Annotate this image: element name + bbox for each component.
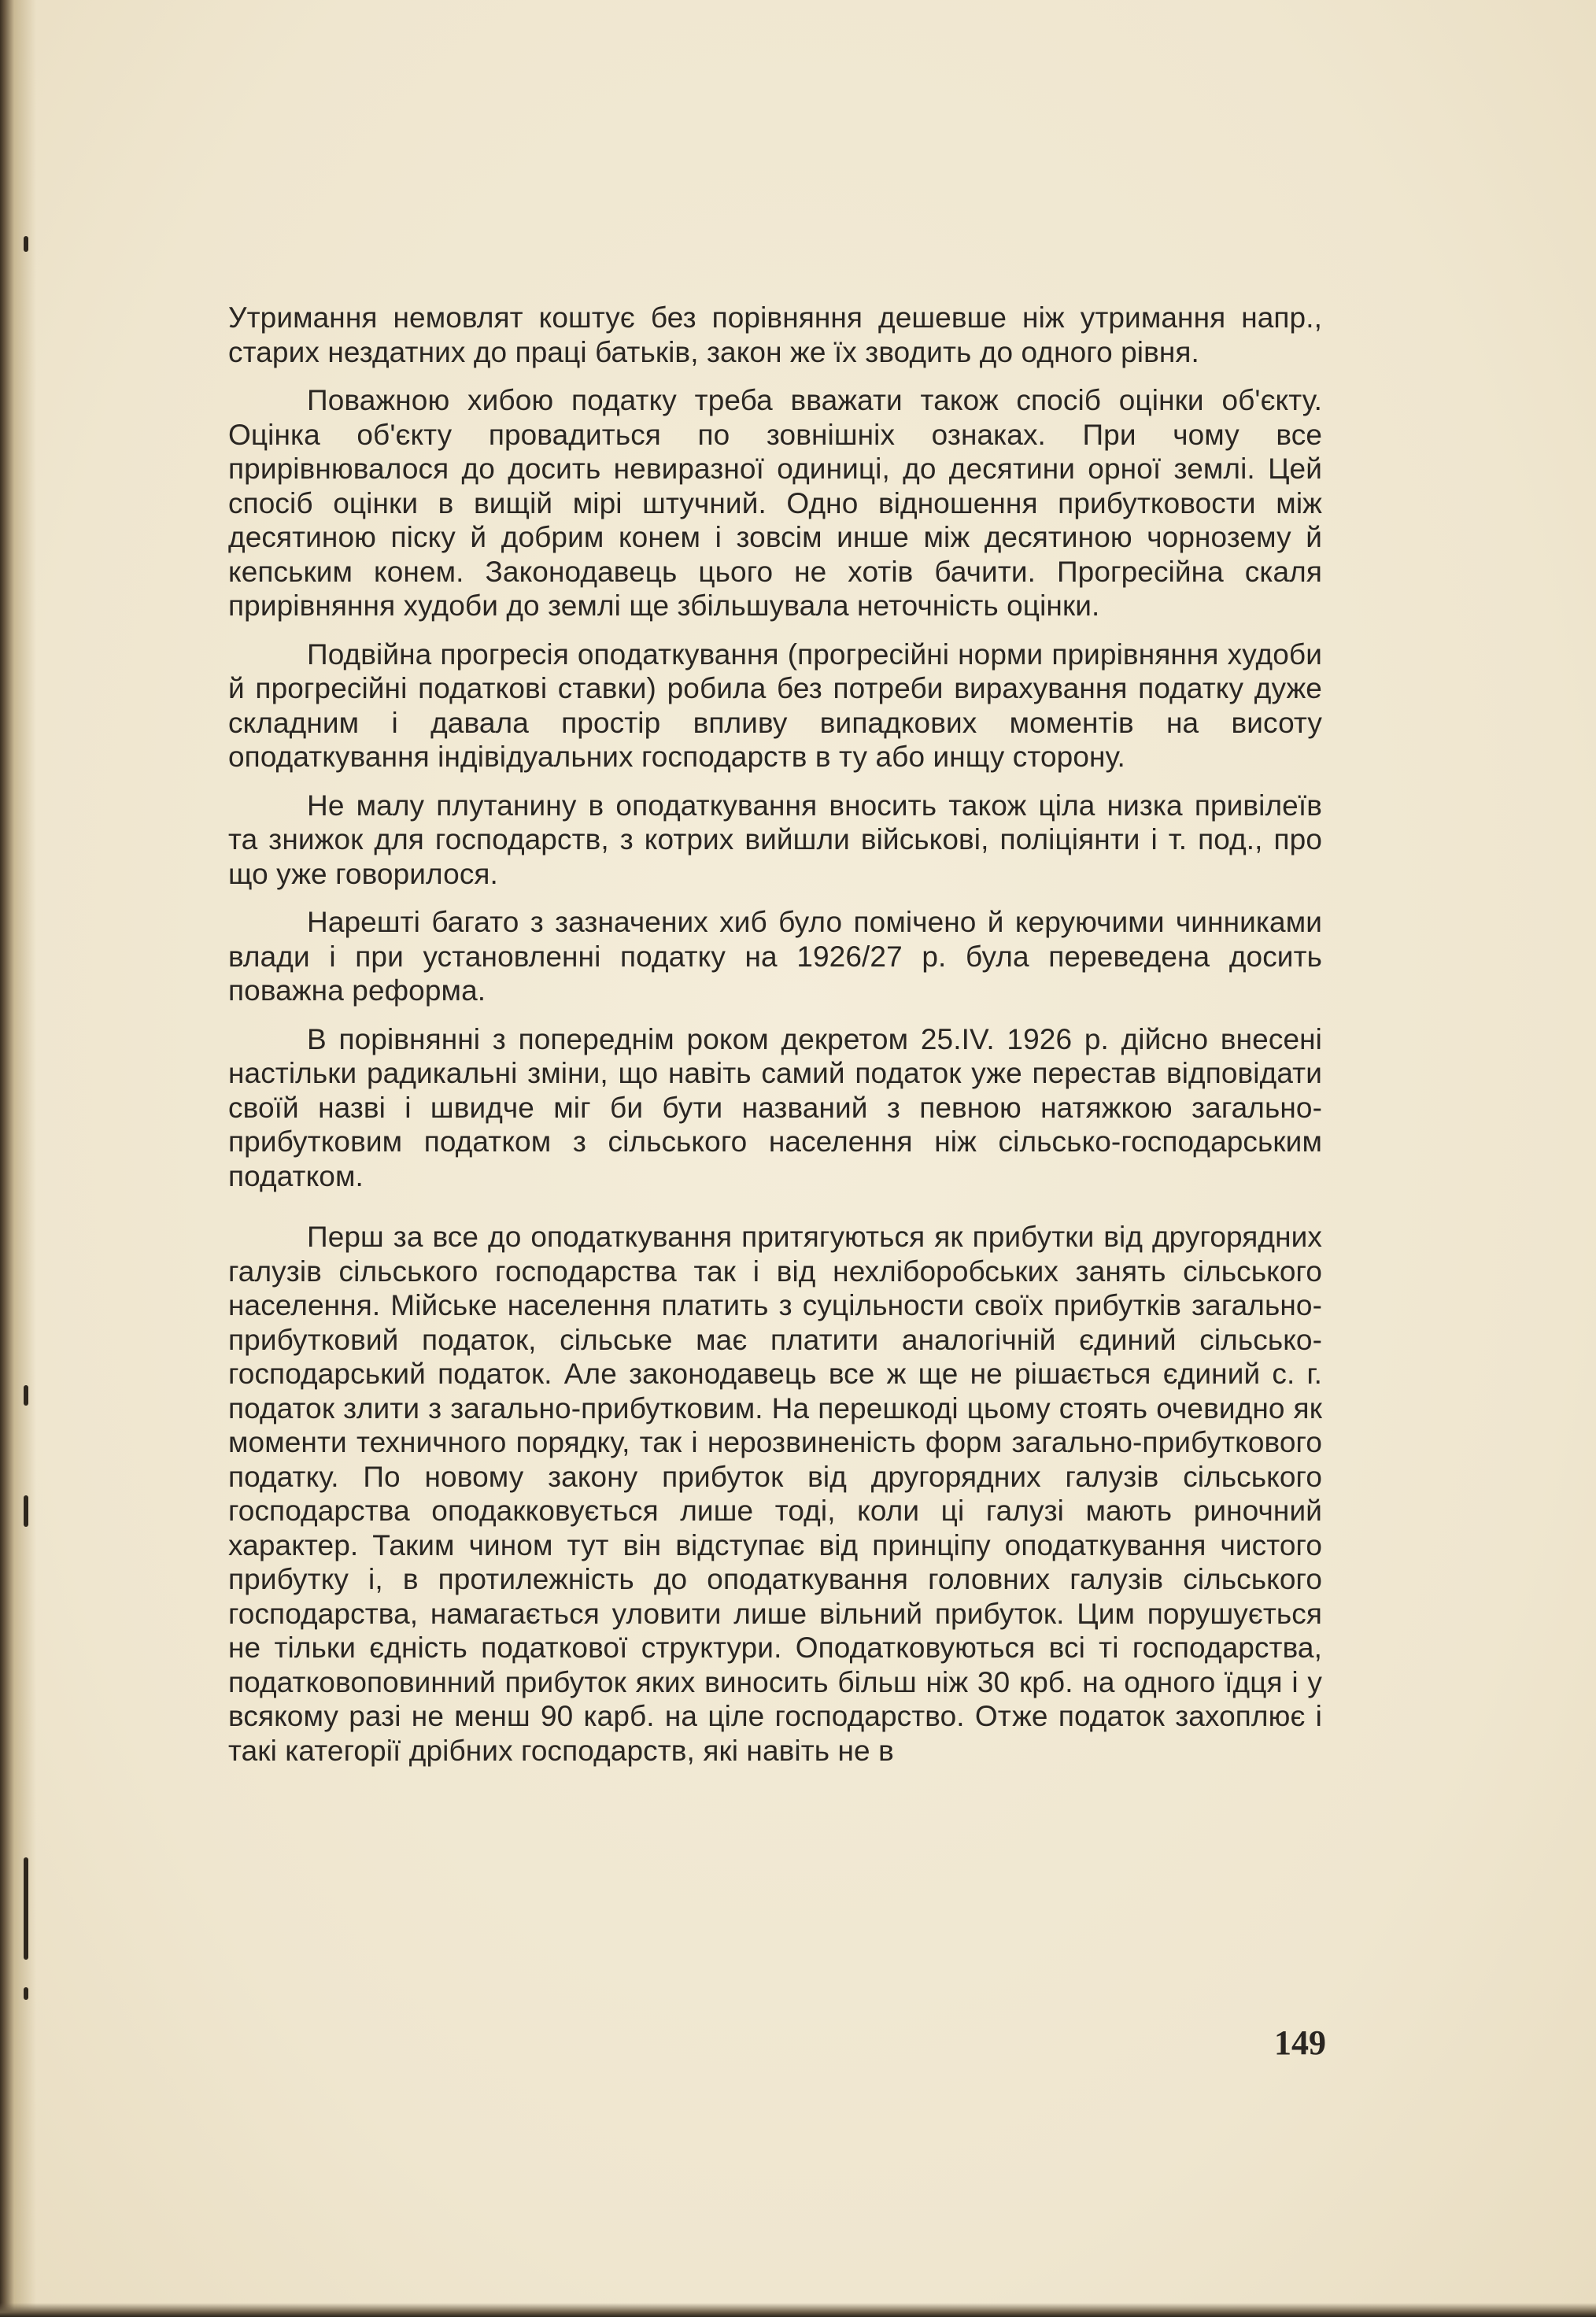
spine-mark [24, 1987, 28, 2000]
spine-mark [24, 236, 28, 252]
paragraph: Утримання немовлят коштує без порівняння дешевше ніж утримання напр., старих нездатних до праці батьків, закон же їх зводить до одного рівня. [228, 301, 1322, 368]
spine-mark [24, 1495, 28, 1527]
page-number: 149 [1274, 2023, 1326, 2062]
paragraph: В порівнянні з попереднім роком декретом 25.IV. 1926 р. дійсно внесені настільки радикальні зміни, що навіть самий податок уже перестав відповідати своїй назві і швидче міг би бути названий з певною натяжкою загально-прибутковим податком з сільського населення ніж сільсько-господарським податком. [228, 1022, 1322, 1192]
body-text [228, 301, 1322, 1768]
paragraph: Подвійна прогресія оподаткування (прогресійні норми прирівняння худоби й прогресійні податкові ставки) робила без потреби вирахування податку дуже складним і давала простір впливу випадкових моментів на висоту оподаткування індівідуальних господарств в ту або инщу сторону. [228, 637, 1322, 773]
spine-mark [24, 1857, 28, 1960]
paragraph: Перш за все до оподаткування притягуються як прибутки від другорядних галузів сільського господарства так і від нехліборобських занять сільського населення. Мійське населення платить з суцільности своїх прибутків загально-прибутковий податок, сільське має платити аналогічній єдиний сільсько-господарський податок. Але законодавець все ж ще не рішається єдиний с. г. податок злити з загально-прибутковим. На перешкоді цьому стоять очевидно як моменти техничного порядку, так і нерозвиненість форм загально-прибуткового податку. По новому закону прибуток від другорядних галузів сільського господарства оподакковується лише тоді, коли ці галузі мають риночний характер. Таким чином тут він відступає від принціпу оподаткування чистого прибутку і, в протилежність до оподаткування головних галузів сільського господарства, намагається уловити лише вільний прибуток. Цим порушується не тільки єдність податкової структури. Оподатковуються всі ті господарства, податковоповинний прибуток яких виносить більш ніж 30 крб. на одного їдця і у всякому разі не менш 90 карб. на ціле господарство. Отже податок захоплює і такі категорії дрібних господарств, які навіть не в [228, 1221, 1322, 1767]
page-bottom-edge [0, 2303, 1596, 2317]
spine-mark [24, 1385, 28, 1406]
paragraph: Нарешті багато з зазначених хиб було помічено й керуючими чинниками влади і при установленні податку на 1926/27 р. була переведена досить поважна реформа. [228, 906, 1322, 1007]
paragraph: Поважною хибою податку треба вважати також спосіб оцінки об'єкту. Оцінка об'єкту провадиться по зовнішніх ознаках. При чому все прирівнювалося до досить невиразної одиниці, до десятини орної землі. Цей спосіб оцінки в вищій мірі штучний. Одно відношення прибутковости між десятиною піску й добрим конем і зовсім инше між десятиною чорнозему й кепським конем. Законодавець цього не хотів бачити. Прогресійна скаля прирівняння худоби до землі ще збільшувала неточність оцінки. [228, 384, 1322, 622]
paragraph: Не малу плутанину в оподаткування вносить також ціла низка привілеїв та знижок для господарств, з котрих вийшли військові, поліціянти і т. под., про що уже говорилося. [228, 789, 1322, 890]
page-binding-edge [0, 0, 36, 2317]
